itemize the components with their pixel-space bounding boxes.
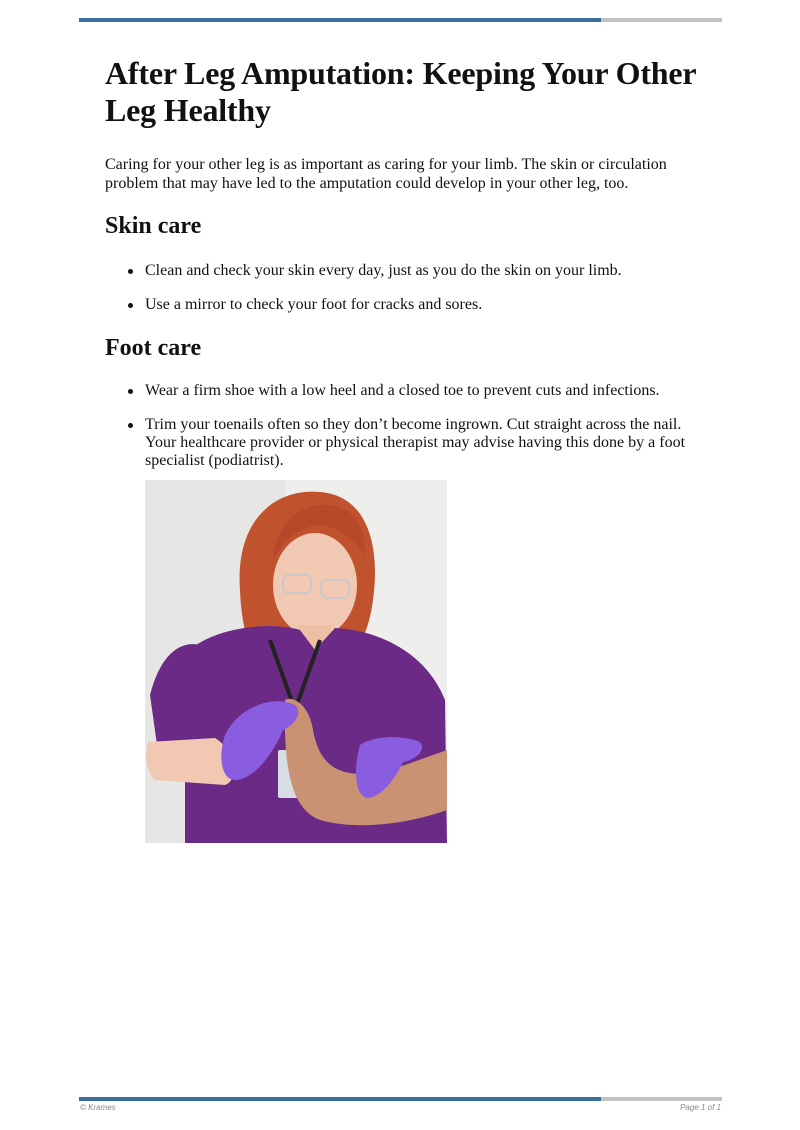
list-item: Clean and check your skin every day, just as you do the skin on your limb. <box>145 262 705 280</box>
section-heading-skin-care: Skin care <box>105 213 202 239</box>
list-item: Use a mirror to check your foot for cracks and sores. <box>145 296 705 314</box>
intro-paragraph: Caring for your other leg is as important as caring for your limb. The skin or circulation problem that may have led to the amputation could develop in your other leg, too. <box>105 156 667 192</box>
foot-care-list <box>105 382 705 470</box>
list-item: Wear a firm shoe with a low heel and a closed toe to prevent cuts and infections. <box>145 382 705 400</box>
list-item: Trim your toenails often so they don’t become ingrown. Cut straight across the nail. Your healthcare provider or physical therapist may advise having this done by a foot specialist (podiatrist). <box>145 416 705 470</box>
copyright-text: © Krames <box>80 1103 116 1112</box>
podiatrist-photo <box>145 480 447 843</box>
skin-care-list <box>105 262 705 314</box>
section-heading-foot-care: Foot care <box>105 335 202 361</box>
page-number: Page 1 of 1 <box>680 1103 721 1112</box>
article <box>105 55 705 486</box>
top-rule <box>79 18 722 22</box>
page-title: After Leg Amputation: Keeping Your Other Leg Healthy <box>105 55 696 128</box>
bottom-rule <box>79 1097 722 1101</box>
